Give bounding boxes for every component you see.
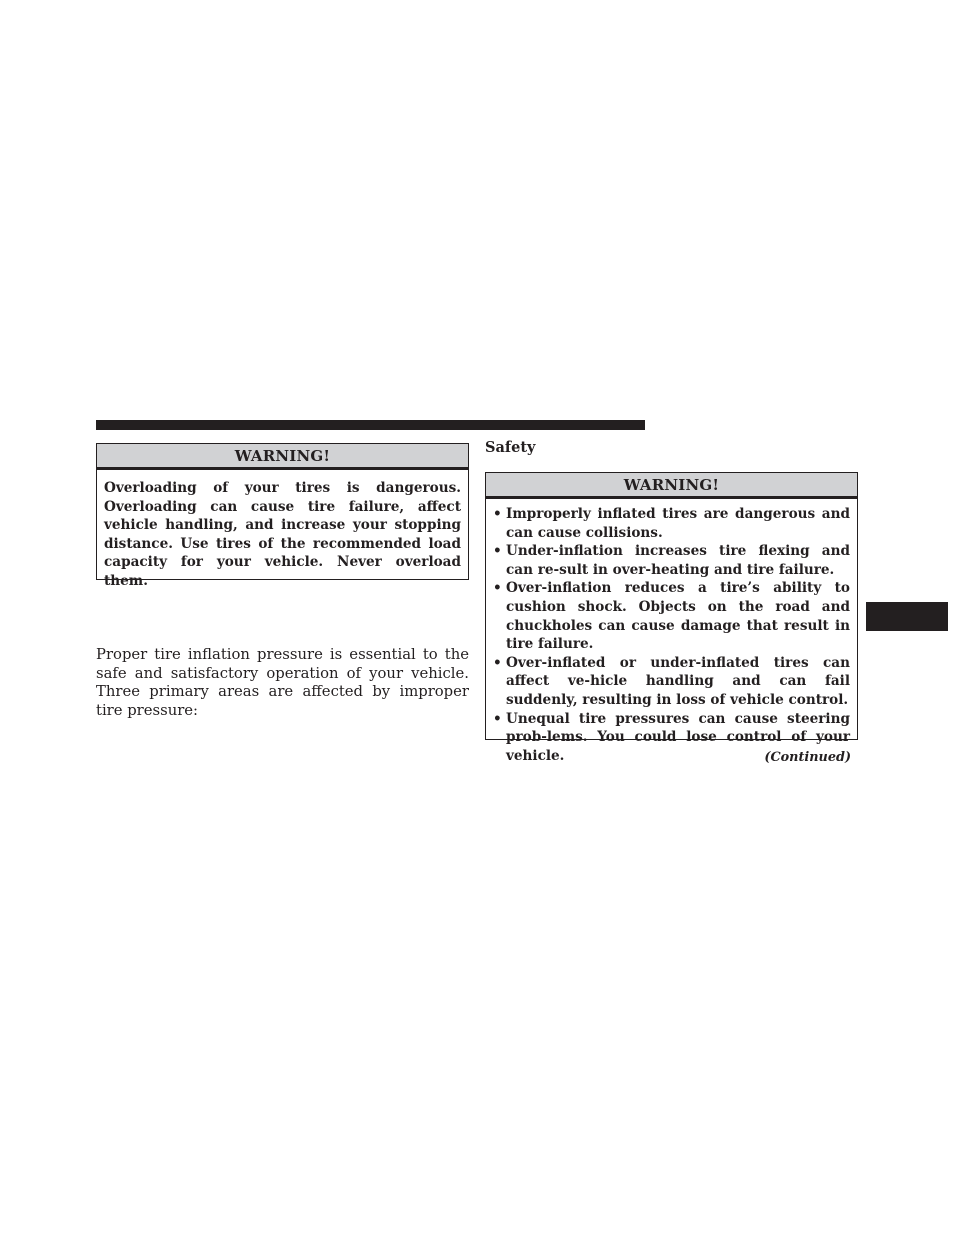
safety-heading: Safety <box>485 439 536 456</box>
warning-bullet-item <box>493 505 850 542</box>
bullet-icon: • <box>493 506 502 522</box>
bullet-text: Unequal tire pressures can cause steering prob-lems. You could lose control of your vehicle. <box>506 710 850 764</box>
warning-bullet-item <box>493 579 850 653</box>
section-rule <box>96 420 645 430</box>
bullet-text: Improperly inflated tires are dangerous and can cause collisions. <box>506 506 850 541</box>
chapter-tab <box>866 602 948 631</box>
warning-bullet-item <box>493 654 850 710</box>
warning-body <box>486 499 857 765</box>
bullet-icon: • <box>493 543 502 560</box>
warning-bullet-list <box>493 505 850 765</box>
bullet-icon: • <box>493 654 502 671</box>
bullet-icon: • <box>493 580 502 597</box>
bullet-text: Over-inflation reduces a tire’s ability to cushion shock. Objects on the road and chuckholes can cause damage that result in tire failure. <box>506 580 850 653</box>
bullet-text: Over-inflated or under-inflated tires can affect ve-hicle handling and can fail suddenly, resulting in loss of vehicle control. <box>506 654 850 708</box>
warning-bullet-item <box>493 542 850 579</box>
intro-paragraph: Proper tire inflation pressure is essential to the safe and satisfactory operation of your vehicle. Three primary areas are affected by improper tire pressure: <box>96 646 469 719</box>
warning-text: Overloading of your tires is dangerous. Overloading can cause tire failure, affect vehicle handling, and increase your stopping distance. Use tires of the recommended load capacity for your vehicle. Never overload them. <box>104 480 461 589</box>
bullet-icon: • <box>493 710 502 727</box>
warning-box-overloading <box>96 443 469 589</box>
bullet-text: Under-inflation increases tire flexing and can re-sult in over-heating and tire failure. <box>506 543 850 578</box>
warning-heading: WARNING! <box>486 473 857 499</box>
warning-heading: WARNING! <box>97 444 468 470</box>
continued-label: (Continued) <box>764 750 851 765</box>
